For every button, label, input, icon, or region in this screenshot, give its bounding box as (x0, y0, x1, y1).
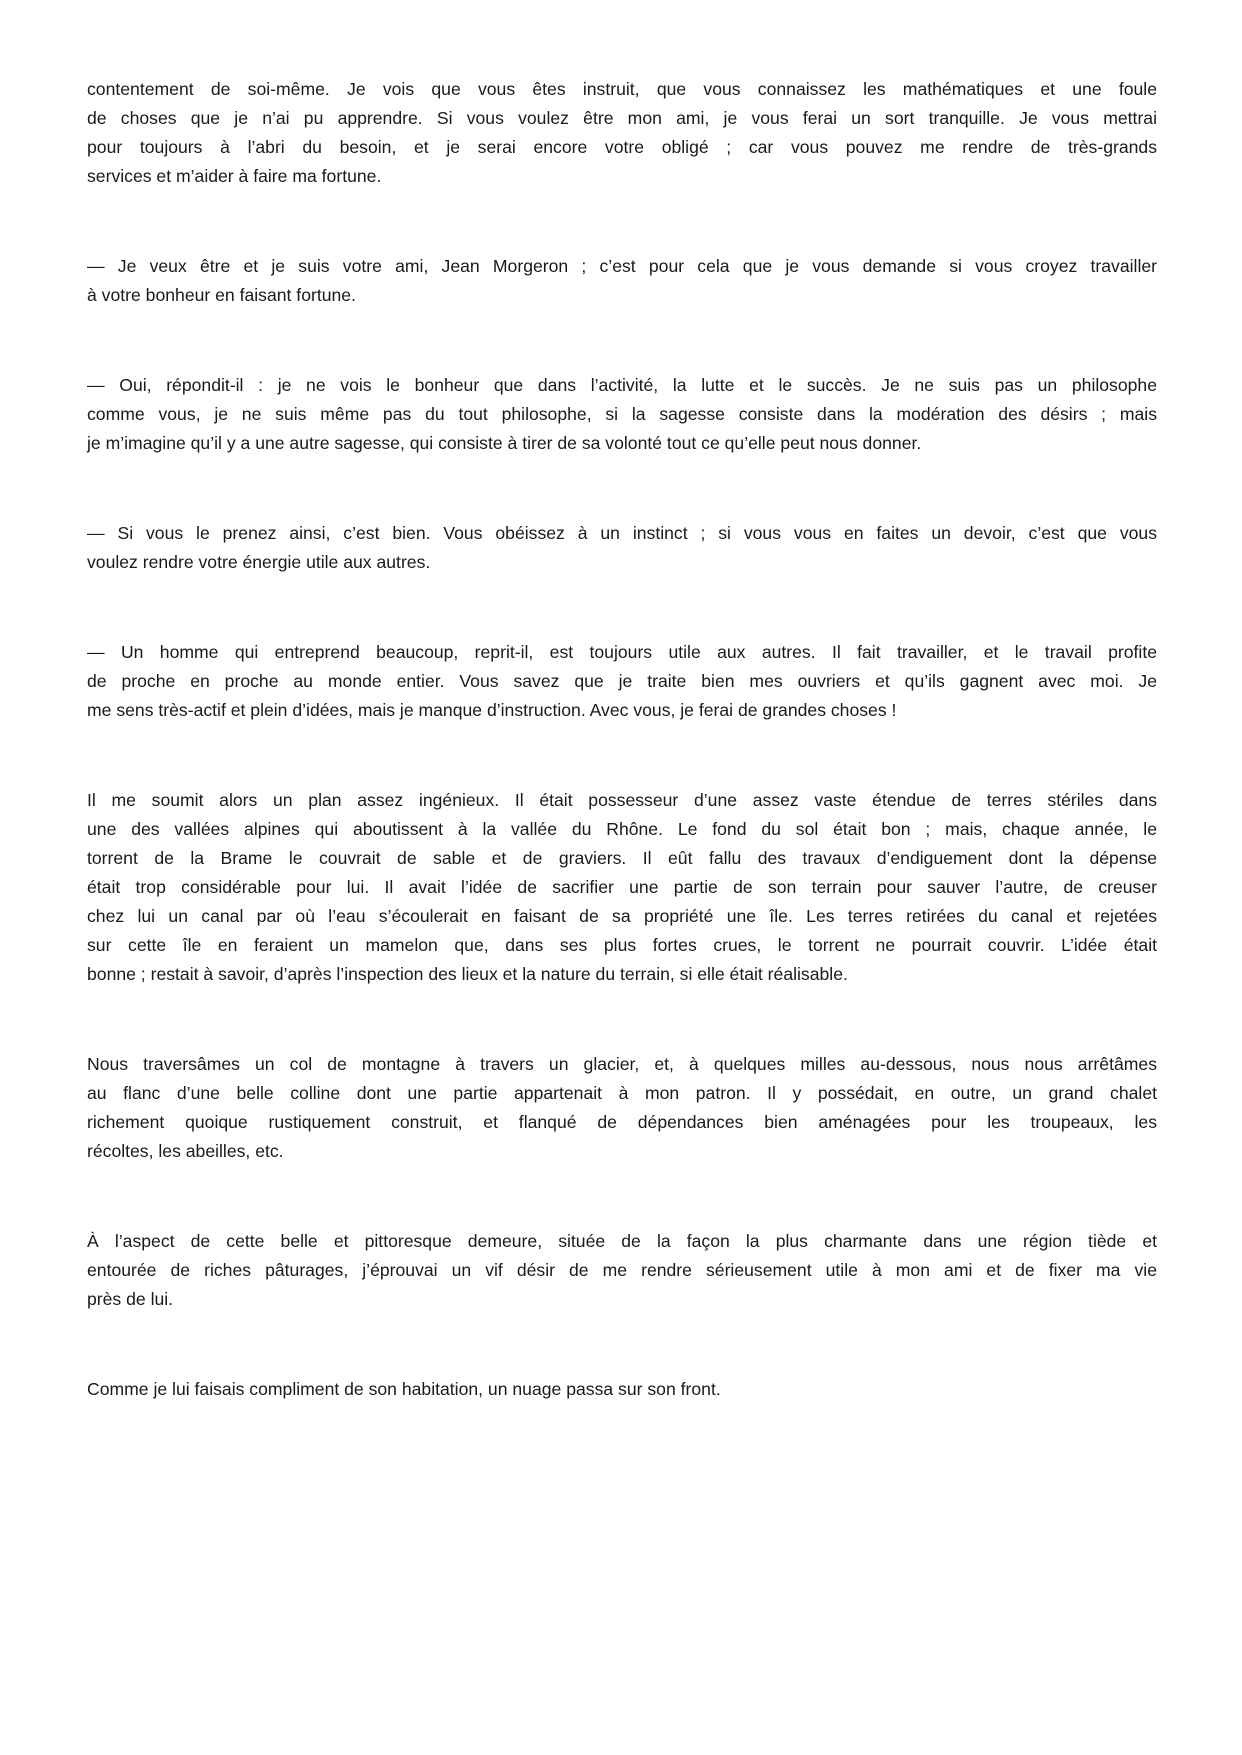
paragraph (87, 1050, 1157, 1166)
text-line: au flanc d’une belle colline dont une partie appartenait à mon patron. Il y possédait, en outre, un grand chalet (87, 1083, 1157, 1103)
text-line: contentement de soi-même. Je vois que vous êtes instruit, que vous connaissez les mathématiques et une foule (87, 79, 1157, 99)
text-line: récoltes, les abeilles, etc. (87, 1141, 284, 1161)
text-line: services et m’aider à faire ma fortune. (87, 166, 382, 186)
text-line: je m’imagine qu’il y a une autre sagesse, qui consiste à tirer de sa volonté tout ce qu’elle peut nous donner. (87, 433, 922, 453)
text-line: bonne ; restait à savoir, d’après l’inspection des lieux et la nature du terrain, si elle était réalisable. (87, 964, 848, 984)
text-line: de choses que je n’ai pu apprendre. Si vous voulez être mon ami, je vous ferai un sort tranquille. Je vous mettrai (87, 108, 1157, 128)
text-line: me sens très-actif et plein d’idées, mais je manque d’instruction. Avec vous, je ferai de grandes choses ! (87, 700, 897, 720)
text-line: pour toujours à l’abri du besoin, et je serai encore votre obligé ; car vous pouvez me rendre de très-grands (87, 137, 1157, 157)
text-line: — Un homme qui entreprend beaucoup, reprit-il, est toujours utile aux autres. Il fait travailler, et le travail profite (87, 642, 1157, 662)
paragraph (87, 75, 1157, 191)
paragraph (87, 638, 1157, 725)
document-page (87, 75, 1157, 1465)
text-line: — Je veux être et je suis votre ami, Jean Morgeron ; c’est pour cela que je vous demande si vous croyez travailler (87, 256, 1157, 276)
text-line: sur cette île en feraient un mamelon que, dans ses plus fortes crues, le torrent ne pourrait couvrir. L’idée était (87, 935, 1157, 955)
text-line: Comme je lui faisais compliment de son habitation, un nuage passa sur son front. (87, 1379, 721, 1399)
text-line: était trop considérable pour lui. Il avait l’idée de sacrifier une partie de son terrain pour sauver l’autre, de creuser (87, 877, 1157, 897)
text-line: de proche en proche au monde entier. Vous savez que je traite bien mes ouvriers et qu’ils gagnent avec moi. Je (87, 671, 1157, 691)
text-line: À l’aspect de cette belle et pittoresque demeure, située de la façon la plus charmante dans une région tiède et (87, 1231, 1157, 1251)
paragraph (87, 1227, 1157, 1314)
text-line: comme vous, je ne suis même pas du tout philosophe, si la sagesse consiste dans la modération des désirs ; mais (87, 404, 1157, 424)
text-line: à votre bonheur en faisant fortune. (87, 285, 356, 305)
text-line: richement quoique rustiquement construit, et flanqué de dépendances bien aménagées pour les troupeaux, les (87, 1112, 1157, 1132)
paragraph (87, 252, 1157, 310)
text-line: entourée de riches pâturages, j’éprouvai un vif désir de me rendre sérieusement utile à mon ami et de fixer ma vie (87, 1260, 1157, 1280)
text-line: près de lui. (87, 1289, 174, 1309)
text-line: chez lui un canal par où l’eau s’écoulerait en faisant de sa propriété une île. Les terres retirées du canal et rejetées (87, 906, 1157, 926)
paragraph (87, 1375, 1157, 1404)
text-line: Il me soumit alors un plan assez ingénieux. Il était possesseur d’une assez vaste étendue de terres stériles dans (87, 790, 1157, 810)
text-line: — Si vous le prenez ainsi, c’est bien. Vous obéissez à un instinct ; si vous vous en faites un devoir, c’est que vous (87, 523, 1157, 543)
paragraph (87, 371, 1157, 458)
text-line: torrent de la Brame le couvrait de sable et de graviers. Il eût fallu des travaux d’endiguement dont la dépense (87, 848, 1157, 868)
text-line: une des vallées alpines qui aboutissent à la vallée du Rhône. Le fond du sol était bon ; mais, chaque année, le (87, 819, 1157, 839)
text-line: Nous traversâmes un col de montagne à travers un glacier, et, à quelques milles au-dessous, nous nous arrêtâmes (87, 1054, 1157, 1074)
paragraph (87, 786, 1157, 989)
paragraph (87, 519, 1157, 577)
text-line: — Oui, répondit-il : je ne vois le bonheur que dans l’activité, la lutte et le succès. Je ne suis pas un philosophe (87, 375, 1157, 395)
text-line: voulez rendre votre énergie utile aux autres. (87, 552, 431, 572)
